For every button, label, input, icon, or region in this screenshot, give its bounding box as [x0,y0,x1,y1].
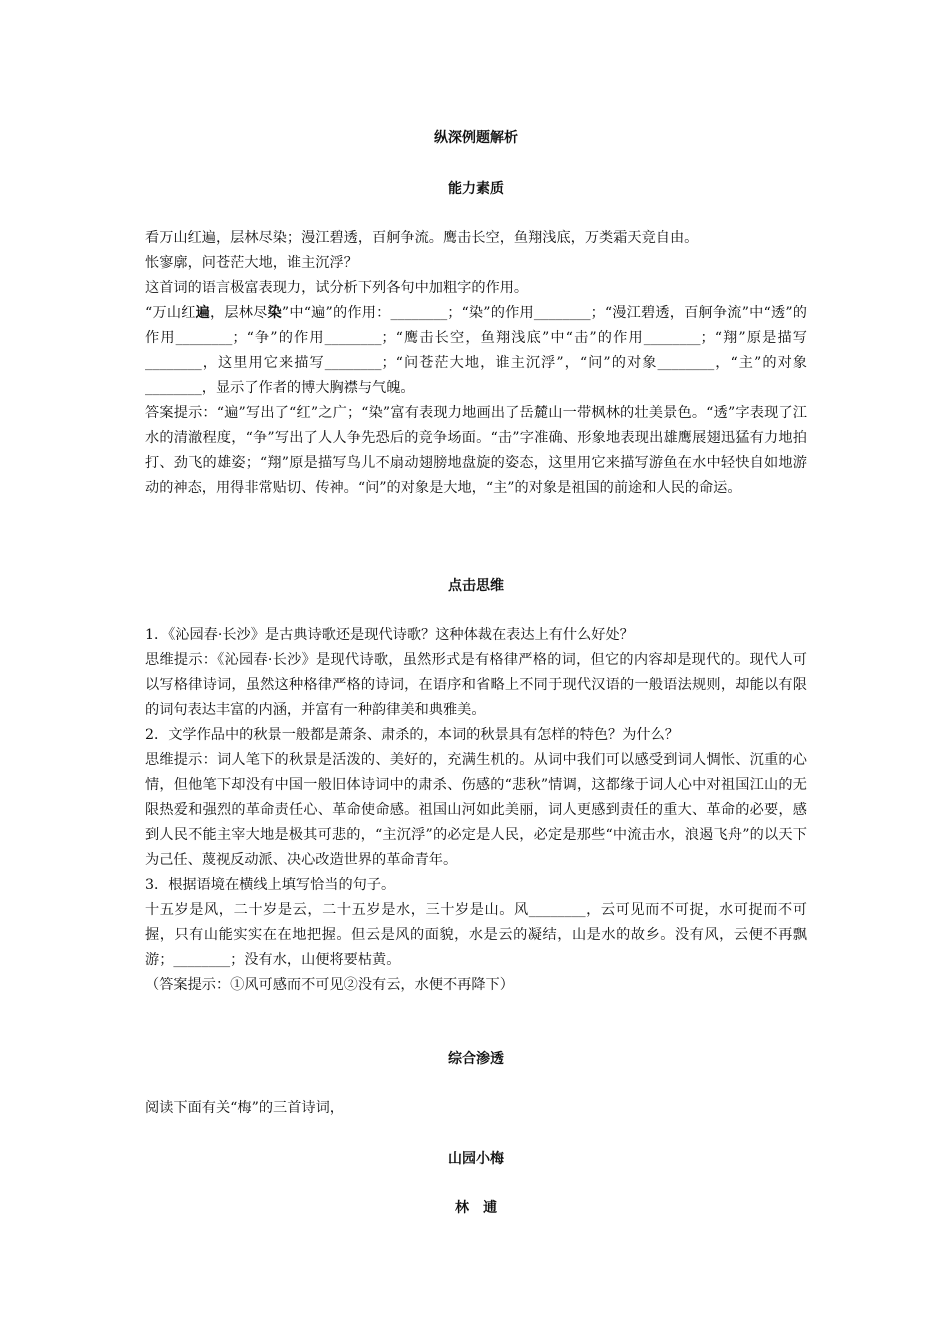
question-text: “万山红 [145,305,196,321]
answer-3: 十五岁是风，二十岁是云，二十五岁是水，三十岁是山。风________，云可见而不可捉，水可捉而不可握，只有山能实实在在地把握。但云是风的面貌，水是云的凝结，山是水的故乡。没有风，云便不再飘游；________；没有水，山便将要枯黄。 [145,902,807,968]
bold-word: 遍 [195,305,210,321]
exercise-intro: 这首词的语言极富表现力，试分析下列各句中加粗字的作用。 [145,280,529,296]
poem-line: 看万山红遍，层林尽染；漫江碧透，百舸争流。鹰击长空，鱼翔浅底，万类霜天竞自由。 [145,230,699,246]
question-1: 1．《沁园春·长沙》是古典诗歌还是现代诗歌？这种体裁在表达上有什么好处？ [145,627,634,643]
section-comprehensive-intro: 阅读下面有关“梅”的三首诗词， [145,1100,344,1116]
section-heading-comprehensive: 综合渗透 [448,1051,504,1067]
hint-3: （答案提示：①风可感而不可见②没有云，水便不再降下） [145,977,514,993]
document-title: 纵深例题解析 [434,130,518,146]
question-2: 2．文学作品中的秋景一般都是萧条、肃杀的，本词的秋景具有怎样的特色？为什么？ [145,727,679,743]
question-3: 3．根据语境在横线上填写恰当的句子。 [145,877,396,893]
answer-hint: 答案提示：“遍”写出了“红”之广；“染”富有表现力地画出了岳麓山一带枫林的壮美景色。“透”字表现了江水的清澈程度，“争”写出了人人争先恐后的竞争场面。“击”字准确、形象地表现出雄鹰展翅迅猛有力地拍打、劲飞的雄姿；“翔”原是描写鸟儿不扇动翅膀地盘旋的姿态，这里用它来描写游鱼在水中轻快自如地游动的神态，用得非常贴切、传神。“问”的对象是大地，“主”的对象是祖国的前途和人民的命运。 [145,405,807,496]
poem-title: 山园小梅 [448,1151,504,1167]
question-text: ”中“遍”的作用：________；“染”的作用________；“漫江碧透，百舸争流”中“透”的作用________；“争”的作用________；“鹰击长空，鱼翔浅底”中“击”的作用________；“翔”原是描写________，这里用它来描写________；“问苍茫大地，谁主沉浮”，“问”的对象________，“主”的对象________，显示了作者的博大胸襟与气魄。 [145,305,807,396]
exercise-question [145,301,807,401]
answer-1: 思维提示：《沁园春·长沙》是现代诗歌，虽然形式是有格律严格的词，但它的内容却是现代的。现代人可以写格律诗词，虽然这种格律严格的诗词，在语序和省略上不同于现代汉语的一般语法规则，却能以有限的词句表达丰富的内涵，并富有一种韵律美和典雅美。 [145,652,807,718]
question-text: ，层林尽 [209,305,268,321]
answer-2: 思维提示：词人笔下的秋景是活泼的、美好的，充满生机的。从词中我们可以感受到词人惆怅、沉重的心情，但他笔下却没有中国一般旧体诗词中的肃杀、伤感的“悲秋”情调，这都缘于词人心中对祖国江山的无限热爱和强烈的革命责任心、革命使命感。祖国山河如此美丽，词人更感到责任的重大、革命的必要，感到人民不能主宰大地是极其可悲的，“主沉浮”的必定是人民，必定是那些“中流击水，浪遏飞舟”的以天下为己任、蔑视反动派、决心改造世界的革命青年。 [145,752,807,868]
poem-author: 林 逋 [455,1200,497,1216]
bold-word: 染 [267,305,282,321]
section-heading-ability: 能力素质 [448,181,504,197]
section-ability-body [145,226,807,501]
poem-line: 怅寥廓，问苍茫大地，谁主沉浮？ [145,255,358,271]
section-thinking-body [145,623,807,998]
section-heading-thinking: 点击思维 [448,578,504,594]
